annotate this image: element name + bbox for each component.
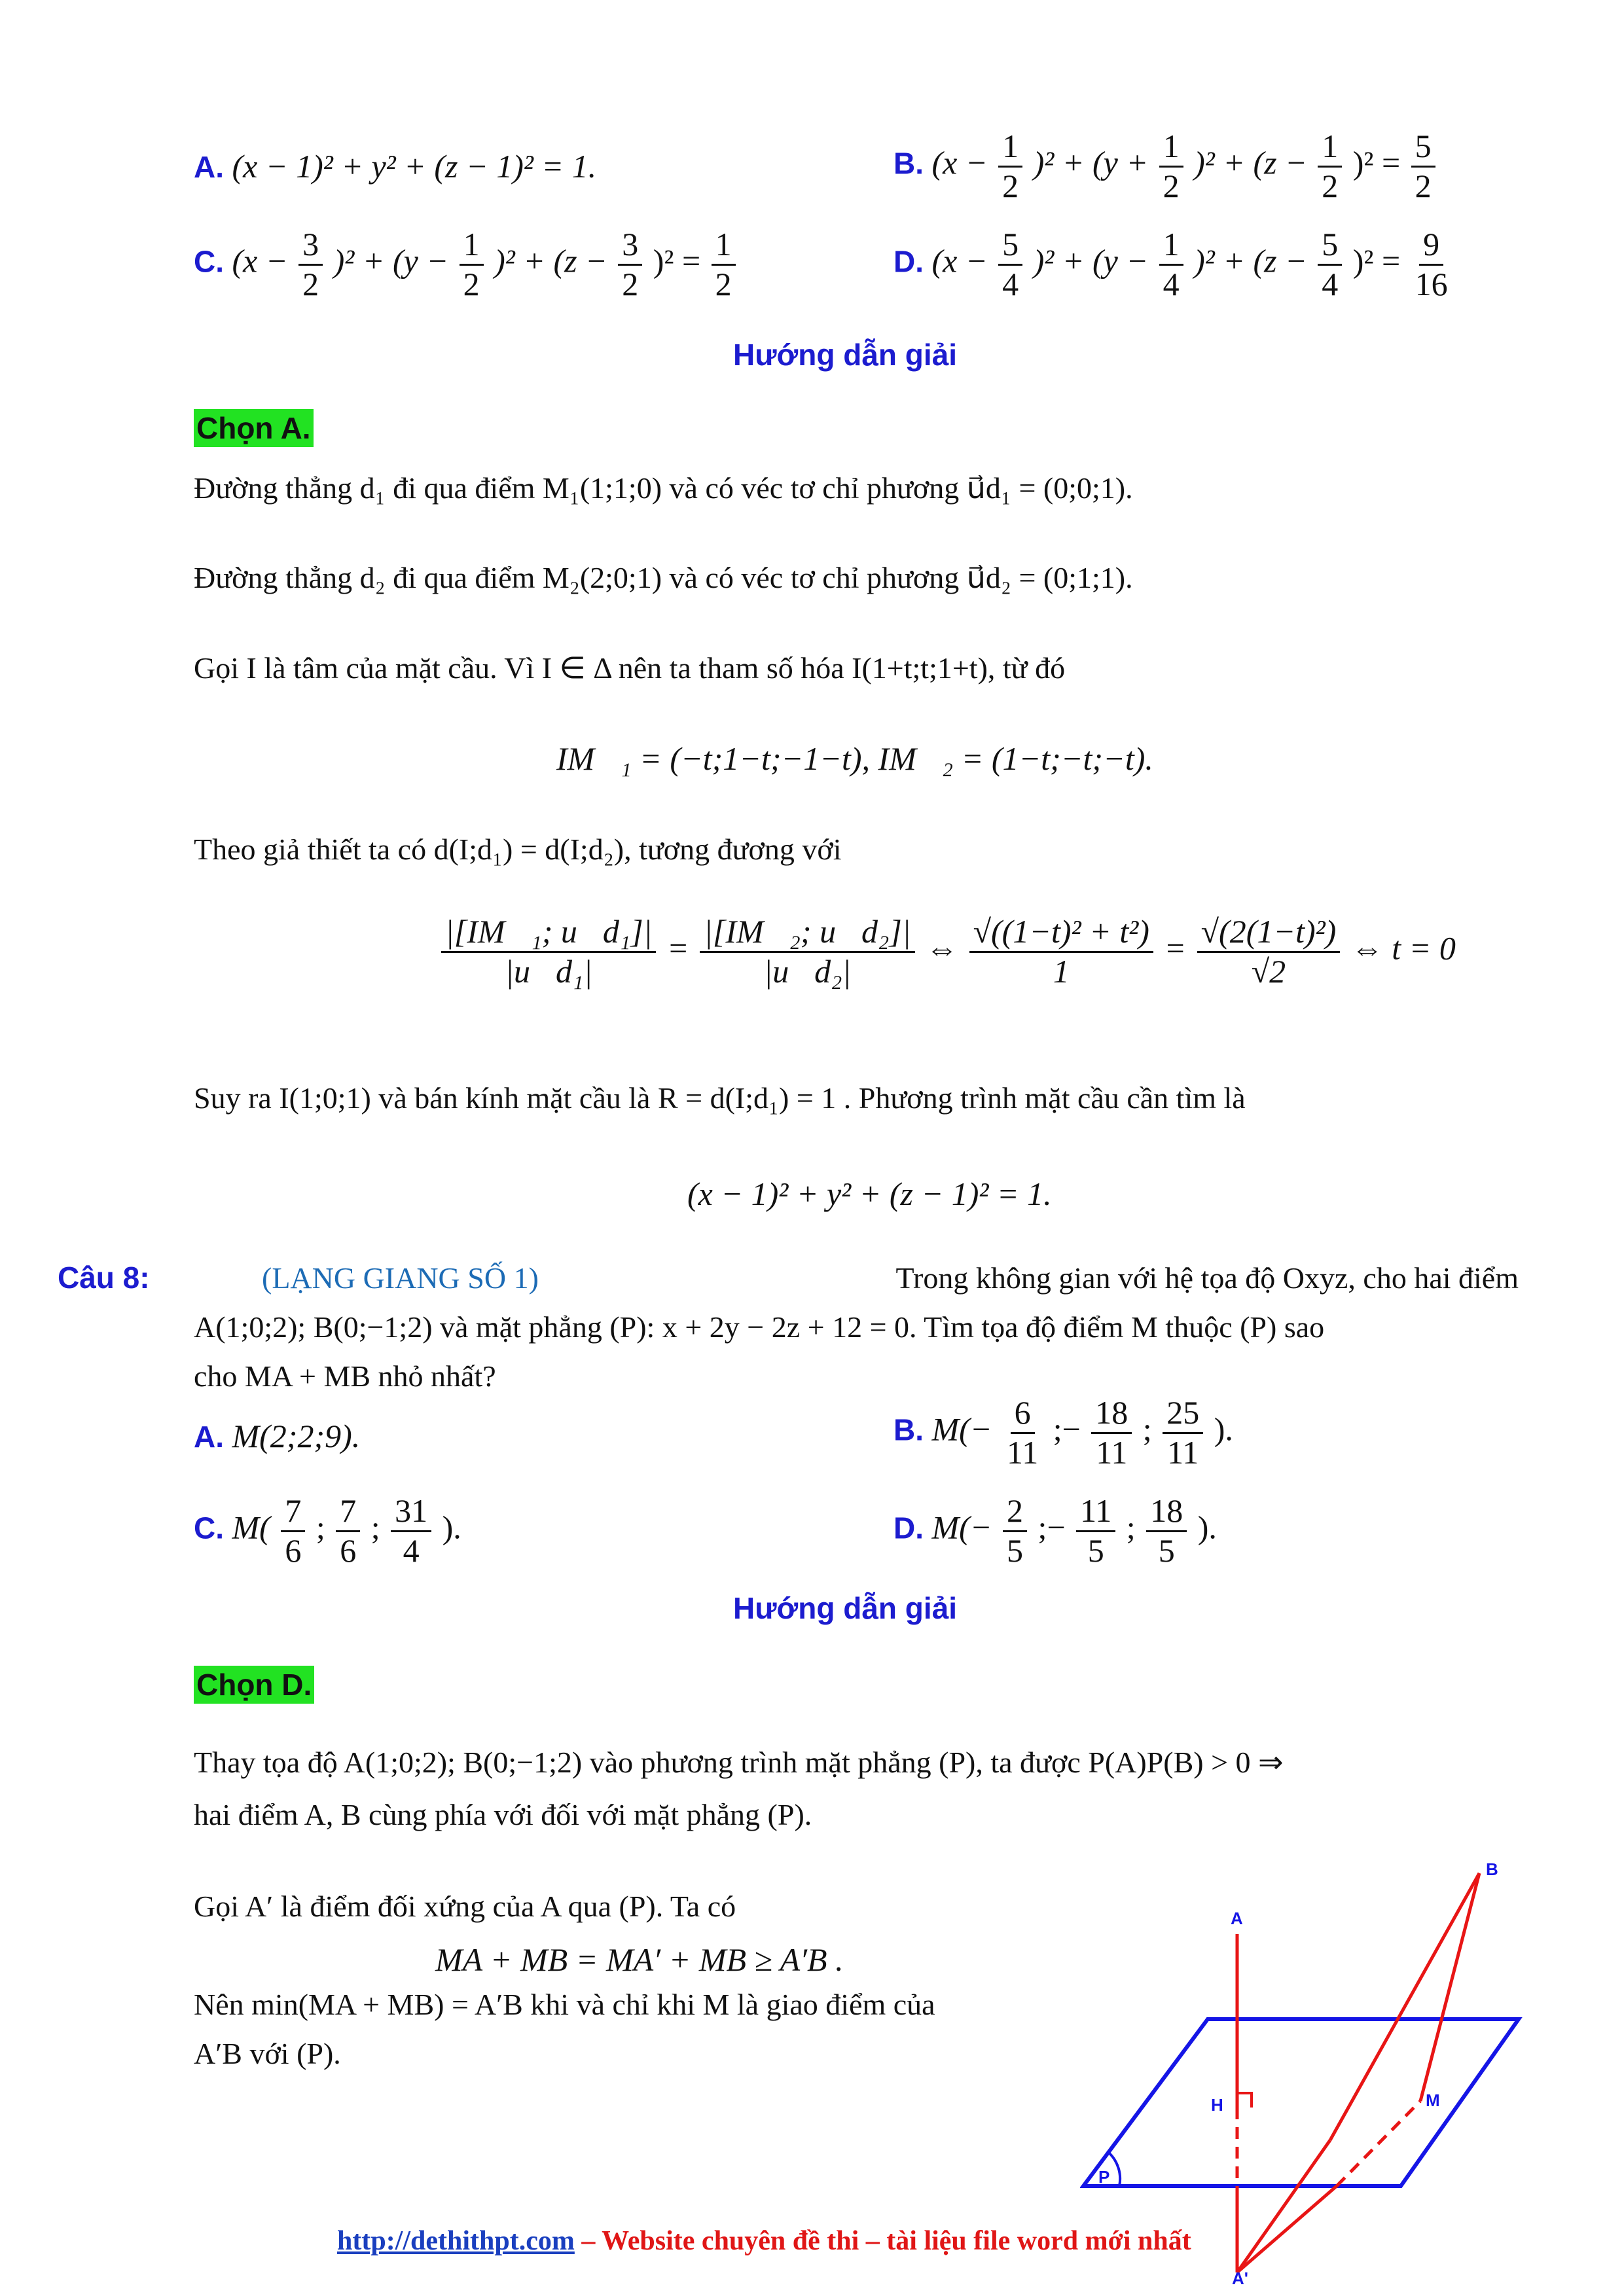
denominator: √2 bbox=[1251, 952, 1286, 990]
solution-line: Nên min(MA + MB) = A′B khi và chỉ khi M là giao điểm của bbox=[194, 1988, 935, 2021]
expr-part: (x − bbox=[931, 242, 988, 279]
solution-line: Gọi I là tâm của mặt cầu. Vì I ∈ Δ nên ta tham số hóa I(1+t;t;1+t), từ đó bbox=[194, 651, 1066, 685]
equals-sign: = bbox=[1164, 929, 1187, 967]
expr-part: ). bbox=[1214, 1410, 1233, 1448]
denominator: |u⃗d₂| bbox=[763, 952, 852, 990]
equation-result: ⇔ t = 0 bbox=[1350, 929, 1456, 967]
fraction bbox=[700, 913, 914, 990]
label-b: B bbox=[1486, 1859, 1498, 1879]
fraction bbox=[1159, 128, 1183, 205]
numerator: 3 bbox=[298, 226, 323, 266]
page-footer bbox=[337, 2225, 1191, 2257]
denominator: 2 bbox=[1002, 167, 1019, 204]
question-line bbox=[262, 1260, 1519, 1296]
expr-part: ). bbox=[1197, 1509, 1217, 1546]
fraction bbox=[1159, 226, 1183, 303]
numerator: √(2(1−t)²) bbox=[1197, 913, 1341, 953]
fraction bbox=[1163, 1394, 1203, 1471]
segment-a-prime-b-upper bbox=[1330, 1873, 1479, 2140]
footer-text: – Website chuyên đề thi – tài liệu file word mới nhất bbox=[574, 2226, 1191, 2256]
expr-part: )² = bbox=[1352, 144, 1401, 181]
solution-line: Thay tọa độ A(1;0;2); B(0;−1;2) vào phương trình mặt phẳng (P), ta được P(A)P(B) > 0 ⇒ bbox=[194, 1746, 1284, 1779]
denominator: 1 bbox=[1053, 952, 1070, 990]
numerator: 1 bbox=[1318, 128, 1342, 168]
numerator: 31 bbox=[391, 1492, 431, 1532]
numerator: 5 bbox=[1411, 128, 1435, 168]
label-h: H bbox=[1211, 2095, 1223, 2115]
denominator: 2 bbox=[1415, 167, 1432, 204]
expr-part: )² + (y − bbox=[333, 242, 449, 279]
numerator: 1 bbox=[712, 226, 736, 266]
fraction bbox=[1003, 1492, 1027, 1570]
option-text: M(2;2;9). bbox=[232, 1418, 361, 1454]
numerator: √((1−t)² + t²) bbox=[969, 913, 1153, 953]
label-a: A bbox=[1231, 1909, 1243, 1928]
q7-option-d bbox=[893, 226, 1454, 303]
denominator: 11 bbox=[1096, 1433, 1128, 1471]
equals-sign: = bbox=[666, 929, 689, 967]
numerator: |[IM⃗₂; u⃗d₂]| bbox=[700, 913, 914, 953]
question-label: Câu 8: bbox=[58, 1261, 150, 1295]
expr-part: ). bbox=[442, 1509, 461, 1546]
denominator: 6 bbox=[285, 1532, 302, 1569]
inequality: MA + MB = MA′ + MB ≥ A′B . bbox=[435, 1941, 844, 1978]
q8-option-b bbox=[893, 1394, 1233, 1471]
question-source: (LẠNG GIANG SỐ 1) bbox=[262, 1261, 539, 1295]
expr-part: M(− bbox=[931, 1509, 992, 1546]
numerator: 7 bbox=[281, 1492, 305, 1532]
numerator: 2 bbox=[1003, 1492, 1027, 1532]
q8-option-a bbox=[194, 1417, 360, 1455]
expr-part: ; bbox=[370, 1509, 380, 1546]
option-label: A. bbox=[194, 1420, 224, 1454]
solution-line: Đường thẳng d₂ đi qua điểm M₂(2;0;1) và có véc tơ chỉ phương u⃗d₂ = (0;1;1). bbox=[194, 561, 1133, 594]
numerator: 9 bbox=[1419, 226, 1443, 266]
expr-part: ;− bbox=[1038, 1509, 1066, 1546]
fraction bbox=[1318, 226, 1342, 303]
fraction bbox=[1091, 1394, 1132, 1471]
expr-part: ; bbox=[316, 1509, 325, 1546]
vector-equation: IM⃗₁ = (−t;1−t;−1−t), IM⃗₂ = (1−t;−t;−t). bbox=[556, 740, 1153, 777]
fraction bbox=[1076, 1492, 1115, 1570]
option-label: D. bbox=[893, 244, 924, 279]
answer-choice: Chọn D. bbox=[194, 1666, 314, 1704]
solution-line: hai điểm A, B cùng phía với đối với mặt phẳng (P). bbox=[194, 1798, 812, 1831]
denominator: 5 bbox=[1007, 1532, 1024, 1569]
numerator: 1 bbox=[1159, 226, 1183, 266]
denominator: 2 bbox=[463, 265, 480, 302]
expr-part: M( bbox=[232, 1509, 270, 1546]
q7-option-a bbox=[194, 147, 596, 185]
expr-part: M(− bbox=[931, 1410, 992, 1448]
distance-equation bbox=[439, 913, 1456, 990]
option-text: (x − 1)² + y² + (z − 1)² = 1. bbox=[232, 148, 597, 185]
denominator: 6 bbox=[340, 1532, 357, 1569]
expr-part: )² + (z − bbox=[1194, 242, 1307, 279]
right-angle-marker bbox=[1237, 2093, 1252, 2108]
solution-heading: Hướng dẫn giải bbox=[733, 1591, 958, 1625]
denominator: 5 bbox=[1087, 1532, 1104, 1569]
expr-part: ; bbox=[1126, 1509, 1136, 1546]
angle-arc bbox=[1110, 2153, 1120, 2186]
expr-part: )² + (z − bbox=[1194, 144, 1307, 181]
option-label: A. bbox=[194, 150, 224, 184]
denominator: 4 bbox=[1163, 265, 1180, 302]
q7-option-b bbox=[893, 128, 1438, 205]
denominator: 16 bbox=[1415, 265, 1448, 302]
fraction bbox=[1197, 913, 1341, 990]
fraction bbox=[1411, 128, 1435, 205]
fraction bbox=[969, 913, 1153, 990]
question-line: cho MA + MB nhỏ nhất? bbox=[194, 1359, 496, 1393]
fraction bbox=[298, 226, 323, 303]
numerator: 11 bbox=[1076, 1492, 1115, 1532]
fraction bbox=[336, 1492, 360, 1570]
segment-b-m bbox=[1420, 1873, 1479, 2101]
denominator: 2 bbox=[1163, 167, 1180, 204]
fraction bbox=[281, 1492, 305, 1570]
segment-a-prime-b-lower bbox=[1237, 2140, 1330, 2272]
q7-option-c bbox=[194, 226, 738, 303]
expr-part: )² + (z − bbox=[494, 242, 607, 279]
denominator: 4 bbox=[1002, 265, 1019, 302]
option-label: D. bbox=[893, 1511, 924, 1545]
fraction bbox=[391, 1492, 431, 1570]
expr-part: ; bbox=[1142, 1410, 1152, 1448]
denominator: 11 bbox=[1167, 1433, 1199, 1471]
fraction bbox=[1003, 1394, 1042, 1471]
geometry-figure bbox=[1080, 1859, 1538, 2284]
denominator: 2 bbox=[622, 265, 639, 302]
numerator: 3 bbox=[618, 226, 642, 266]
answer-choice: Chọn A. bbox=[194, 409, 314, 447]
expr-part: )² + (y − bbox=[1033, 242, 1149, 279]
numerator: 1 bbox=[998, 128, 1022, 168]
solution-line: A′B với (P). bbox=[194, 2037, 341, 2070]
expr-part: )² = bbox=[1352, 242, 1401, 279]
label-p: P bbox=[1098, 2167, 1110, 2187]
denominator: 2 bbox=[715, 265, 732, 302]
denominator: 4 bbox=[403, 1532, 420, 1569]
fraction bbox=[618, 226, 642, 303]
numerator: 25 bbox=[1163, 1394, 1203, 1434]
label-a-prime: A' bbox=[1232, 2269, 1248, 2284]
solution-heading: Hướng dẫn giải bbox=[733, 338, 958, 372]
numerator: |[IM⃗₁; u⃗d₁]| bbox=[441, 913, 656, 953]
question-line: A(1;0;2); B(0;−1;2) và mặt phẳng (P): x + 2y − 2z + 12 = 0. Tìm tọa độ điểm M thuộc (P) sao bbox=[194, 1310, 1325, 1344]
option-label: C. bbox=[194, 244, 224, 279]
option-label: B. bbox=[893, 146, 924, 181]
plane-p bbox=[1083, 2019, 1519, 2186]
option-label: C. bbox=[194, 1511, 224, 1545]
solution-line: Gọi A′ là điểm đối xứng của A qua (P). Ta có bbox=[194, 1890, 736, 1923]
question-text: Trong không gian với hệ tọa độ Oxyz, cho hai điểm bbox=[895, 1261, 1519, 1295]
numerator: 1 bbox=[1159, 128, 1183, 168]
sphere-equation: (x − 1)² + y² + (z − 1)² = 1. bbox=[687, 1175, 1052, 1212]
expr-part: (x − bbox=[931, 144, 988, 181]
numerator: 5 bbox=[1318, 226, 1342, 266]
fraction bbox=[712, 226, 736, 303]
numerator: 7 bbox=[336, 1492, 360, 1532]
fraction bbox=[460, 226, 484, 303]
expr-part: ;− bbox=[1053, 1410, 1081, 1448]
denominator: 2 bbox=[302, 265, 319, 302]
option-label: B. bbox=[893, 1412, 924, 1447]
numerator: 1 bbox=[460, 226, 484, 266]
numerator: 6 bbox=[1011, 1394, 1035, 1434]
q8-option-c bbox=[194, 1492, 461, 1570]
denominator: |u⃗d₁| bbox=[505, 952, 593, 990]
denominator: 4 bbox=[1322, 265, 1339, 302]
fraction bbox=[1318, 128, 1342, 205]
footer-link[interactable]: http://dethithpt.com bbox=[337, 2226, 575, 2256]
fraction bbox=[998, 226, 1022, 303]
numerator: 5 bbox=[998, 226, 1022, 266]
fraction bbox=[1146, 1492, 1187, 1570]
expr-part: )² = bbox=[653, 242, 701, 279]
label-m: M bbox=[1426, 2090, 1440, 2110]
denominator: 11 bbox=[1007, 1433, 1039, 1471]
fraction bbox=[998, 128, 1022, 205]
numerator: 18 bbox=[1091, 1394, 1132, 1434]
iff-sign: ⇔ bbox=[926, 929, 959, 967]
denominator: 2 bbox=[1322, 167, 1339, 204]
numerator: 18 bbox=[1146, 1492, 1187, 1532]
solution-line: Suy ra I(1;0;1) và bán kính mặt cầu là R = d(I;d₁) = 1 . Phương trình mặt cầu cần tìm là bbox=[194, 1081, 1246, 1115]
fraction bbox=[441, 913, 656, 990]
denominator: 5 bbox=[1158, 1532, 1175, 1569]
solution-line: Theo giả thiết ta có d(I;d₁) = d(I;d₂), tương đương với bbox=[194, 833, 842, 866]
expr-part: (x − bbox=[232, 242, 288, 279]
q8-option-d bbox=[893, 1492, 1217, 1570]
expr-part: )² + (y + bbox=[1033, 144, 1149, 181]
solution-line: Đường thẳng d₁ đi qua điểm M₁(1;1;0) và có véc tơ chỉ phương u⃗d₁ = (0;0;1). bbox=[194, 471, 1133, 505]
fraction bbox=[1411, 226, 1452, 303]
